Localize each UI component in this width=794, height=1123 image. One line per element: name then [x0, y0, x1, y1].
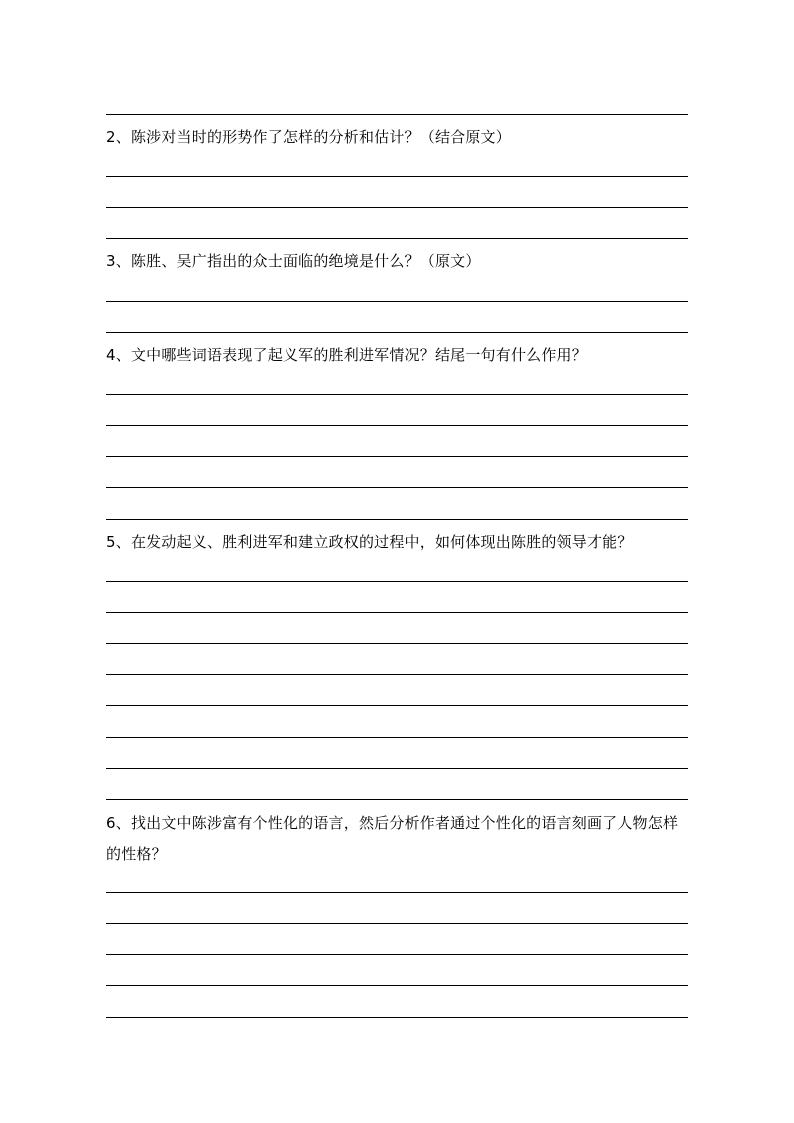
answer-line	[106, 799, 688, 800]
question-4: 4、文中哪些词语表现了起义军的胜利进军情况？结尾一句有什么作用？	[106, 346, 587, 364]
answer-line	[106, 768, 688, 769]
answer-line	[106, 207, 688, 208]
question-3: 3、陈胜、吴广指出的众士面临的绝境是什么？（原文）	[106, 252, 481, 270]
answer-line	[106, 238, 688, 239]
answer-line	[106, 301, 688, 302]
question-5: 5、在发动起义、胜利进军和建立政权的过程中，如何体现出陈胜的领导才能？	[106, 533, 633, 551]
answer-line	[106, 643, 688, 644]
answer-line	[106, 456, 688, 457]
answer-line	[106, 581, 688, 582]
answer-line	[106, 519, 688, 520]
answer-line	[106, 425, 688, 426]
answer-line	[106, 737, 688, 738]
answer-line	[106, 487, 688, 488]
answer-line	[106, 612, 688, 613]
answer-line	[106, 923, 688, 924]
answer-line	[106, 985, 688, 986]
answer-line	[106, 705, 688, 706]
answer-line	[106, 114, 688, 115]
question-2: 2、陈涉对当时的形势作了怎样的分析和估计？（结合原文）	[106, 128, 511, 146]
question-6: 6、找出文中陈涉富有个性化的语言，然后分析作者通过个性化的语言刻画了人物怎样的性格？	[106, 814, 679, 863]
answer-line	[106, 892, 688, 893]
answer-line	[106, 394, 688, 395]
answer-line	[106, 176, 688, 177]
answer-line	[106, 332, 688, 333]
answer-line	[106, 1017, 688, 1018]
answer-line	[106, 674, 688, 675]
answer-line	[106, 954, 688, 955]
